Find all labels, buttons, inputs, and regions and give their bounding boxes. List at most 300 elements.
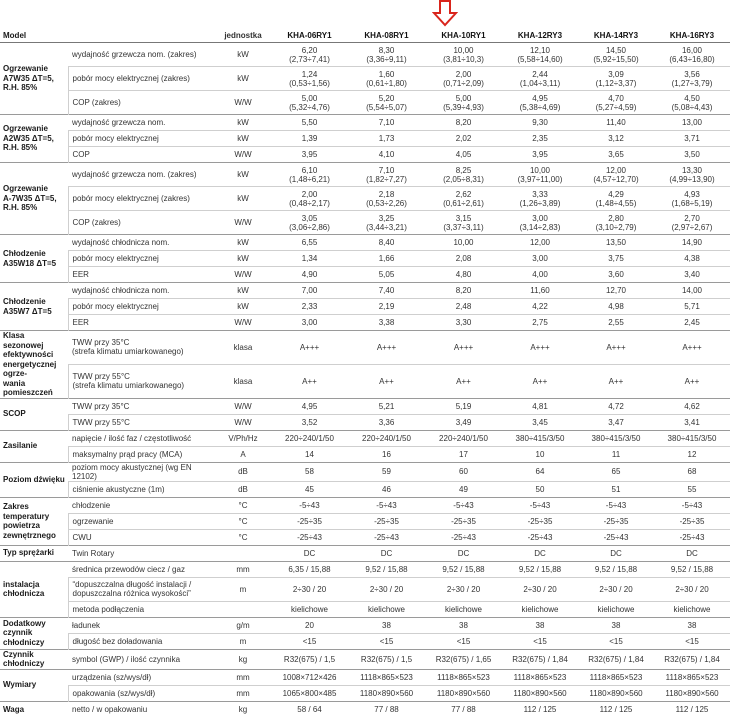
value-cell: 4,98 xyxy=(578,299,654,315)
value-cell: R32(675) / 1,5 xyxy=(271,649,348,669)
value-cell: 1118×865×523 xyxy=(425,669,502,685)
value-cell: A++ xyxy=(578,364,654,398)
value-cell: 3,40 xyxy=(654,267,730,283)
value-cell: 11 xyxy=(578,446,654,462)
value-cell: 2,18 (0,53÷2,26) xyxy=(348,187,425,211)
value-cell: 5,20 (5,54÷5,07) xyxy=(348,91,425,115)
spec-row xyxy=(0,462,730,481)
spec-row xyxy=(0,364,730,398)
value-cell: 1180×890×560 xyxy=(654,685,730,701)
group-label: Ogrzewanie A-7W35 ΔT=5, R.H. 85% xyxy=(0,163,68,235)
value-cell: -5÷43 xyxy=(348,497,425,513)
value-cell: 38 xyxy=(654,617,730,633)
value-cell: -25÷35 xyxy=(271,513,348,529)
value-cell: 77 / 88 xyxy=(348,701,425,717)
spec-row xyxy=(0,430,730,446)
value-cell: 9,52 / 15,88 xyxy=(348,561,425,577)
param-label: pobór mocy elektrycznej (zakres) xyxy=(68,187,215,211)
value-cell: 3,00 xyxy=(502,251,578,267)
unit-label: W/W xyxy=(215,267,271,283)
spec-row xyxy=(0,601,730,617)
value-cell: 49 xyxy=(425,481,502,497)
value-cell: 13,50 xyxy=(578,235,654,251)
unit-label: kW xyxy=(215,163,271,187)
value-cell: 6,35 / 15,88 xyxy=(271,561,348,577)
param-label: napięcie / ilość faz / częstotliwość xyxy=(68,430,215,446)
group-label: Zakres temperatury powietrza zewnętrznego xyxy=(0,497,68,545)
value-cell: R32(675) / 1,65 xyxy=(425,649,502,669)
value-cell: 7,10 xyxy=(348,115,425,131)
value-cell: 380÷415/3/50 xyxy=(502,430,578,446)
spec-row xyxy=(0,577,730,601)
value-cell: 3,95 xyxy=(502,147,578,163)
value-cell: 3,05 (3,06÷2,86) xyxy=(271,211,348,235)
unit-label: klasa xyxy=(215,331,271,365)
unit-label: °C xyxy=(215,513,271,529)
value-cell: 4,29 (1,48÷4,55) xyxy=(578,187,654,211)
value-cell: 1,24 (0,53÷1,56) xyxy=(271,67,348,91)
spec-row xyxy=(0,513,730,529)
value-cell: A+++ xyxy=(425,331,502,365)
value-cell: <15 xyxy=(425,633,502,649)
value-cell: 14 xyxy=(271,446,348,462)
value-cell: -5÷43 xyxy=(654,497,730,513)
group-label: SCOP xyxy=(0,398,68,430)
value-cell: 14,50 (5,92÷15,50) xyxy=(578,43,654,67)
value-cell: A+++ xyxy=(654,331,730,365)
param-label: poziom mocy akustycznej (wg EN 12102) xyxy=(68,462,215,481)
value-cell: 2,35 xyxy=(502,131,578,147)
value-cell: 2,02 xyxy=(425,131,502,147)
param-label: TWW przy 55°C (strefa klimatu umiarkowanego) xyxy=(68,364,215,398)
unit-label: kW xyxy=(215,235,271,251)
param-label: pobór mocy elektrycznej (zakres) xyxy=(68,67,215,91)
header-unit: jednostka xyxy=(215,28,271,43)
unit-label: °C xyxy=(215,497,271,513)
value-cell: 1180×890×560 xyxy=(348,685,425,701)
unit-label: W/W xyxy=(215,91,271,115)
unit-label: W/W xyxy=(215,414,271,430)
value-cell: 2,19 xyxy=(348,299,425,315)
value-cell: 2÷30 / 20 xyxy=(578,577,654,601)
value-cell: DC xyxy=(654,545,730,561)
value-cell: 3,30 xyxy=(425,315,502,331)
value-cell: 3,36 xyxy=(348,414,425,430)
spec-row xyxy=(0,561,730,577)
value-cell: 4,80 xyxy=(425,267,502,283)
value-cell: 3,38 xyxy=(348,315,425,331)
value-cell: 112 / 125 xyxy=(502,701,578,717)
value-cell: 3,41 xyxy=(654,414,730,430)
value-cell: 17 xyxy=(425,446,502,462)
unit-label: W/W xyxy=(215,398,271,414)
value-cell: 1,34 xyxy=(271,251,348,267)
value-cell: 8,20 xyxy=(425,283,502,299)
value-cell: DC xyxy=(502,545,578,561)
value-cell: 3,49 xyxy=(425,414,502,430)
param-label: urządzenia (sz/wys/dł) xyxy=(68,669,215,685)
value-cell: 8,40 xyxy=(348,235,425,251)
header-model-name: KHA-16RY3 xyxy=(654,28,730,43)
group-label: instalacja chłodnicza xyxy=(0,561,68,617)
value-cell: DC xyxy=(348,545,425,561)
param-label: ciśnienie akustyczne (1m) xyxy=(68,481,215,497)
value-cell: 3,95 xyxy=(271,147,348,163)
value-cell: 3,65 xyxy=(578,147,654,163)
value-cell: 5,05 xyxy=(348,267,425,283)
value-cell: 2÷30 / 20 xyxy=(502,577,578,601)
value-cell: 1008×712×426 xyxy=(271,669,348,685)
value-cell: 220÷240/1/50 xyxy=(425,430,502,446)
value-cell: 11,60 xyxy=(502,283,578,299)
param-label: chłodzenie xyxy=(68,497,215,513)
param-label: wydajność grzewcza nom. xyxy=(68,115,215,131)
unit-label: kW xyxy=(215,251,271,267)
spec-row xyxy=(0,481,730,497)
value-cell: 9,52 / 15,88 xyxy=(425,561,502,577)
value-cell: 38 xyxy=(578,617,654,633)
spec-row xyxy=(0,414,730,430)
param-label: TWW przy 35°C (strefa klimatu umiarkowanego) xyxy=(68,331,215,365)
spec-row xyxy=(0,267,730,283)
header-model-name: KHA-14RY3 xyxy=(578,28,654,43)
unit-label: m xyxy=(215,577,271,601)
value-cell: 2÷30 / 20 xyxy=(425,577,502,601)
value-cell: <15 xyxy=(578,633,654,649)
param-label: COP (zakres) xyxy=(68,91,215,115)
value-cell: 2,80 (3,10÷2,79) xyxy=(578,211,654,235)
spec-row xyxy=(0,299,730,315)
value-cell: 220÷240/1/50 xyxy=(348,430,425,446)
value-cell: R32(675) / 1,84 xyxy=(578,649,654,669)
group-label: Klasa sezonowej efektywności energetycznej ogrze- wania pomieszczeń xyxy=(0,331,68,399)
unit-label: dB xyxy=(215,462,271,481)
value-cell: 1180×890×560 xyxy=(578,685,654,701)
value-cell: 64 xyxy=(502,462,578,481)
spec-row xyxy=(0,211,730,235)
header-model-name: KHA-06RY1 xyxy=(271,28,348,43)
value-cell: A++ xyxy=(425,364,502,398)
group-label: Czynnik chłodniczy xyxy=(0,649,68,669)
param-label: COP xyxy=(68,147,215,163)
value-cell: R32(675) / 1,84 xyxy=(654,649,730,669)
value-cell: kielichowe xyxy=(425,601,502,617)
unit-label: klasa xyxy=(215,364,271,398)
value-cell: R32(675) / 1,5 xyxy=(348,649,425,669)
value-cell: 45 xyxy=(271,481,348,497)
unit-label: V/Ph/Hz xyxy=(215,430,271,446)
group-label: Chłodzenie A35W7 ΔT=5 xyxy=(0,283,68,331)
value-cell: 2,00 (0,48÷2,17) xyxy=(271,187,348,211)
value-cell: 50 xyxy=(502,481,578,497)
value-cell: 5,00 (5,39÷4,93) xyxy=(425,91,502,115)
value-cell: 1180×890×560 xyxy=(425,685,502,701)
value-cell: 2,33 xyxy=(271,299,348,315)
value-cell: 10 xyxy=(502,446,578,462)
value-cell: 3,45 xyxy=(502,414,578,430)
value-cell: 2÷30 / 20 xyxy=(348,577,425,601)
value-cell: 1,66 xyxy=(348,251,425,267)
value-cell: <15 xyxy=(654,633,730,649)
value-cell: -25÷43 xyxy=(425,529,502,545)
value-cell: 1180×890×560 xyxy=(502,685,578,701)
spec-row xyxy=(0,617,730,633)
unit-label: kg xyxy=(215,701,271,717)
unit-label: W/W xyxy=(215,211,271,235)
value-cell: 3,52 xyxy=(271,414,348,430)
unit-label xyxy=(215,545,271,561)
value-cell: 3,71 xyxy=(654,131,730,147)
header-model-name: KHA-12RY3 xyxy=(502,28,578,43)
value-cell: 4,90 xyxy=(271,267,348,283)
unit-label xyxy=(215,601,271,617)
spec-row xyxy=(0,315,730,331)
value-cell: -25÷43 xyxy=(271,529,348,545)
value-cell: <15 xyxy=(271,633,348,649)
spec-row xyxy=(0,331,730,365)
unit-label: mm xyxy=(215,685,271,701)
group-label: Waga xyxy=(0,701,68,717)
value-cell: DC xyxy=(578,545,654,561)
spec-row xyxy=(0,283,730,299)
spec-row xyxy=(0,91,730,115)
param-label: wydajność grzewcza nom. (zakres) xyxy=(68,43,215,67)
value-cell: 1118×865×523 xyxy=(578,669,654,685)
value-cell: 4,95 (5,38÷4,69) xyxy=(502,91,578,115)
param-label: średnica przewodów ciecz / gaz xyxy=(68,561,215,577)
value-cell: 65 xyxy=(578,462,654,481)
value-cell: 4,38 xyxy=(654,251,730,267)
param-label: wydajność chłodnicza nom. xyxy=(68,283,215,299)
value-cell: 2,48 xyxy=(425,299,502,315)
value-cell: 4,81 xyxy=(502,398,578,414)
param-label: EER xyxy=(68,315,215,331)
spec-row xyxy=(0,685,730,701)
value-cell: 12,10 (5,58÷14,60) xyxy=(502,43,578,67)
value-cell: 3,09 (1,12÷3,37) xyxy=(578,67,654,91)
value-cell: 4,00 xyxy=(502,267,578,283)
value-cell: 8,30 (3,36÷9,11) xyxy=(348,43,425,67)
value-cell: A+++ xyxy=(271,331,348,365)
highlight-arrow-icon xyxy=(432,0,458,27)
spec-table xyxy=(0,28,730,717)
value-cell: 16,00 (6,43÷16,80) xyxy=(654,43,730,67)
value-cell: 3,00 xyxy=(271,315,348,331)
unit-label: W/W xyxy=(215,147,271,163)
value-cell: 14,00 xyxy=(654,283,730,299)
value-cell: 4,70 (5,27÷4,59) xyxy=(578,91,654,115)
param-label: pobór mocy elektrycznej xyxy=(68,251,215,267)
value-cell: -25÷35 xyxy=(425,513,502,529)
value-cell: 220÷240/1/50 xyxy=(271,430,348,446)
param-label: TWW przy 35°C xyxy=(68,398,215,414)
unit-label: kW xyxy=(215,115,271,131)
value-cell: 2,44 (1,04÷3,11) xyxy=(502,67,578,91)
value-cell: 380÷415/3/50 xyxy=(578,430,654,446)
value-cell: 4,10 xyxy=(348,147,425,163)
value-cell: 4,95 xyxy=(271,398,348,414)
unit-label: kW xyxy=(215,43,271,67)
value-cell: DC xyxy=(271,545,348,561)
value-cell: DC xyxy=(425,545,502,561)
value-cell: 14,90 xyxy=(654,235,730,251)
param-label: CWU xyxy=(68,529,215,545)
value-cell: 5,71 xyxy=(654,299,730,315)
value-cell: 38 xyxy=(502,617,578,633)
value-cell: -25÷35 xyxy=(348,513,425,529)
group-label: Wymiary xyxy=(0,669,68,701)
spec-row xyxy=(0,669,730,685)
group-label: Chłodzenie A35W18 ΔT=5 xyxy=(0,235,68,283)
value-cell: 4,05 xyxy=(425,147,502,163)
value-cell: 2,75 xyxy=(502,315,578,331)
value-cell: R32(675) / 1,84 xyxy=(502,649,578,669)
value-cell: 5,00 (5,32÷4,76) xyxy=(271,91,348,115)
unit-label: W/W xyxy=(215,315,271,331)
value-cell: 4,62 xyxy=(654,398,730,414)
value-cell: 20 xyxy=(271,617,348,633)
value-cell: 6,20 (2,73÷7,41) xyxy=(271,43,348,67)
value-cell: -25÷35 xyxy=(502,513,578,529)
value-cell: 58 xyxy=(271,462,348,481)
value-cell: 7,40 xyxy=(348,283,425,299)
spec-row xyxy=(0,701,730,717)
value-cell: 9,52 / 15,88 xyxy=(578,561,654,577)
param-label: ładunek xyxy=(68,617,215,633)
spec-row xyxy=(0,67,730,91)
value-cell: 3,15 (3,37÷3,11) xyxy=(425,211,502,235)
spec-row xyxy=(0,398,730,414)
spec-row xyxy=(0,115,730,131)
group-label: Poziom dźwięku xyxy=(0,462,68,497)
value-cell: 6,55 xyxy=(271,235,348,251)
value-cell: 38 xyxy=(425,617,502,633)
value-cell: 8,20 xyxy=(425,115,502,131)
value-cell: 10,00 (3,81÷10,3) xyxy=(425,43,502,67)
value-cell: 1065×800×485 xyxy=(271,685,348,701)
value-cell: kielichowe xyxy=(654,601,730,617)
value-cell: kielichowe xyxy=(502,601,578,617)
value-cell: 1118×865×523 xyxy=(654,669,730,685)
param-label: COP (zakres) xyxy=(68,211,215,235)
value-cell: A+++ xyxy=(502,331,578,365)
value-cell: A++ xyxy=(271,364,348,398)
value-cell: 3,00 (3,14÷2,83) xyxy=(502,211,578,235)
value-cell: 3,33 (1,26÷3,89) xyxy=(502,187,578,211)
value-cell: 4,72 xyxy=(578,398,654,414)
value-cell: <15 xyxy=(348,633,425,649)
value-cell: 1118×865×523 xyxy=(348,669,425,685)
spec-row xyxy=(0,446,730,462)
param-label: netto / w opakowaniu xyxy=(68,701,215,717)
value-cell: 12 xyxy=(654,446,730,462)
value-cell: 12,70 xyxy=(578,283,654,299)
value-cell: 1118×865×523 xyxy=(502,669,578,685)
value-cell: 51 xyxy=(578,481,654,497)
value-cell: 9,30 xyxy=(502,115,578,131)
value-cell: -25÷43 xyxy=(348,529,425,545)
unit-label: mm xyxy=(215,669,271,685)
spec-row xyxy=(0,529,730,545)
unit-label: kW xyxy=(215,283,271,299)
value-cell: -5÷43 xyxy=(578,497,654,513)
value-cell: 7,00 xyxy=(271,283,348,299)
value-cell: 4,93 (1,68÷5,19) xyxy=(654,187,730,211)
value-cell: 2÷30 / 20 xyxy=(271,577,348,601)
value-cell: 112 / 125 xyxy=(578,701,654,717)
unit-label: kW xyxy=(215,187,271,211)
value-cell: 2,62 (0,61÷2,61) xyxy=(425,187,502,211)
param-label: wydajność grzewcza nom. (zakres) xyxy=(68,163,215,187)
value-cell: 7,10 (1,82÷7,27) xyxy=(348,163,425,187)
param-label: symbol (GWP) / ilość czynnika xyxy=(68,649,215,669)
value-cell: 1,60 (0,61÷1,80) xyxy=(348,67,425,91)
value-cell: -25÷43 xyxy=(578,529,654,545)
value-cell: 380÷415/3/50 xyxy=(654,430,730,446)
value-cell: 68 xyxy=(654,462,730,481)
param-label: Twin Rotary xyxy=(68,545,215,561)
group-label: Ogrzewanie A2W35 ΔT=5, R.H. 85% xyxy=(0,115,68,163)
value-cell: -25÷43 xyxy=(654,529,730,545)
group-label: Dodatkowy czynnik chłodniczy xyxy=(0,617,68,649)
value-cell: 58 / 64 xyxy=(271,701,348,717)
unit-label: kg xyxy=(215,649,271,669)
value-cell: 5,19 xyxy=(425,398,502,414)
value-cell: -5÷43 xyxy=(502,497,578,513)
value-cell: kielichowe xyxy=(578,601,654,617)
param-label: ogrzewanie xyxy=(68,513,215,529)
group-label: Ogrzewanie A7W35 ΔT=5, R.H. 85% xyxy=(0,43,68,115)
value-cell: -5÷43 xyxy=(271,497,348,513)
value-cell: A++ xyxy=(502,364,578,398)
value-cell: -25÷35 xyxy=(578,513,654,529)
value-cell: 3,12 xyxy=(578,131,654,147)
value-cell: 4,50 (5,08÷4,43) xyxy=(654,91,730,115)
value-cell: 60 xyxy=(425,462,502,481)
spec-row xyxy=(0,43,730,67)
value-cell: 55 xyxy=(654,481,730,497)
value-cell: 2,55 xyxy=(578,315,654,331)
value-cell: 59 xyxy=(348,462,425,481)
value-cell: 3,56 (1,27÷3,79) xyxy=(654,67,730,91)
value-cell: -25÷43 xyxy=(502,529,578,545)
header-model: Model xyxy=(0,28,68,43)
param-label: pobór mocy elektrycznej xyxy=(68,299,215,315)
spec-row xyxy=(0,545,730,561)
spec-row xyxy=(0,131,730,147)
value-cell: 10,00 xyxy=(425,235,502,251)
unit-label: A xyxy=(215,446,271,462)
value-cell: 112 / 125 xyxy=(654,701,730,717)
value-cell: 3,75 xyxy=(578,251,654,267)
value-cell: 2,45 xyxy=(654,315,730,331)
value-cell: 2,70 (2,97÷2,67) xyxy=(654,211,730,235)
value-cell: 1,73 xyxy=(348,131,425,147)
value-cell: 3,25 (3,44÷3,21) xyxy=(348,211,425,235)
value-cell: 12,00 (4,57÷12,70) xyxy=(578,163,654,187)
spec-row xyxy=(0,235,730,251)
value-cell: 13,30 (4,99÷13,90) xyxy=(654,163,730,187)
unit-label: kW xyxy=(215,299,271,315)
param-label: długość bez doładowania xyxy=(68,633,215,649)
param-label: wydajność chłodnicza nom. xyxy=(68,235,215,251)
value-cell: 4,22 xyxy=(502,299,578,315)
unit-label: m xyxy=(215,633,271,649)
value-cell: 11,40 xyxy=(578,115,654,131)
param-label: EER xyxy=(68,267,215,283)
spec-row xyxy=(0,163,730,187)
param-label: opakowania (sz/wys/dł) xyxy=(68,685,215,701)
